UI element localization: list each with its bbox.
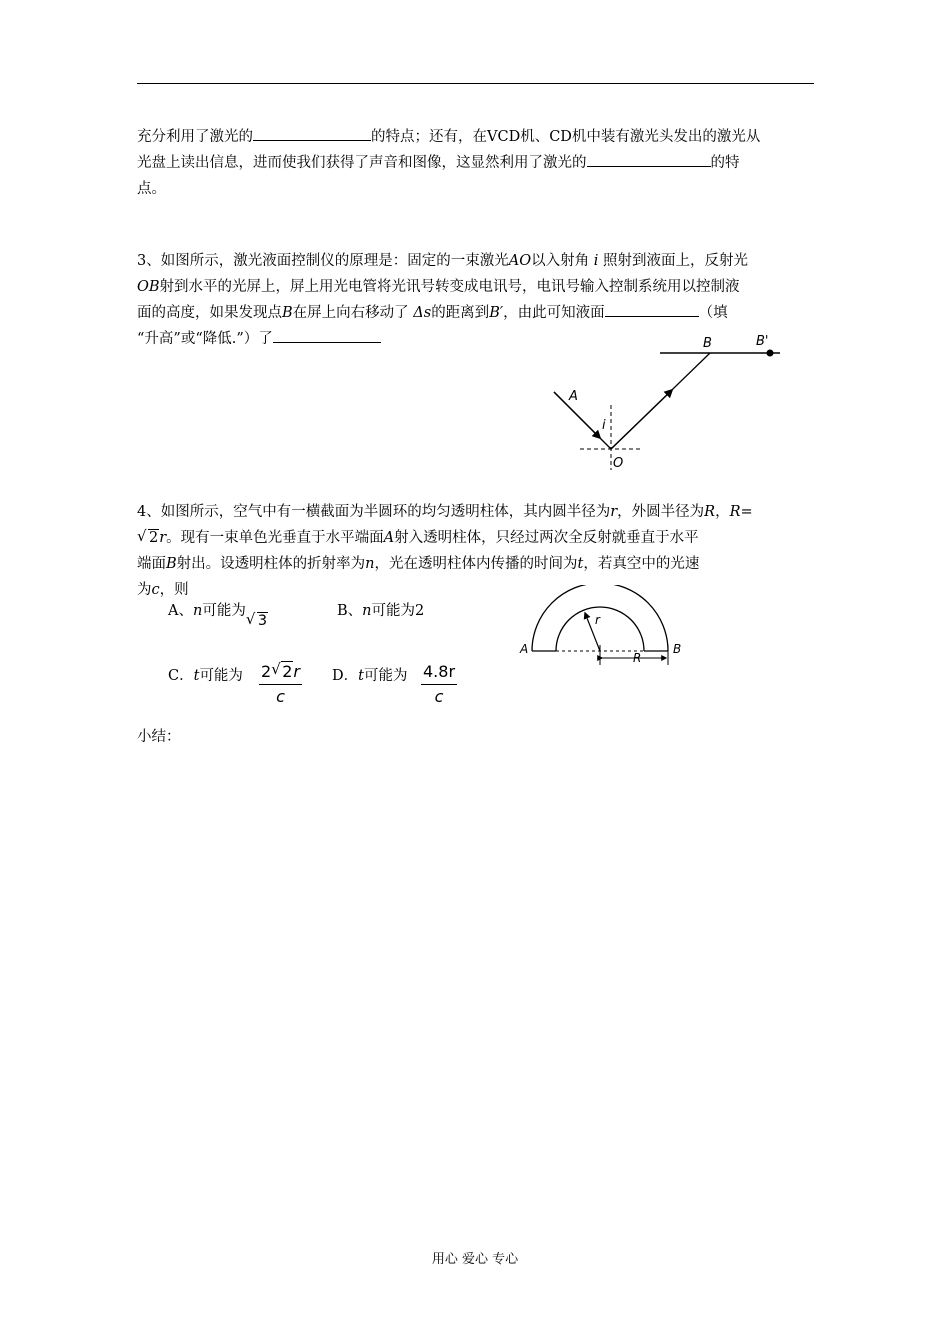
text: 可能为 (199, 668, 243, 684)
text: ，若真空中的光速 (583, 556, 700, 572)
math-b-prime: B′ (489, 305, 504, 321)
half-ring-figure (515, 585, 695, 670)
text: ， (715, 504, 730, 520)
math-n: n (365, 556, 375, 572)
math-t: t (358, 668, 364, 684)
math-n: n (192, 603, 203, 619)
text: 的距离到 (431, 305, 490, 321)
text: B、 (337, 603, 363, 619)
text: 可能为 (202, 603, 246, 619)
text: 充分利用了激光的 (137, 129, 253, 145)
text: 在屏上向右移动了 (292, 305, 409, 321)
text: ，光在透明柱体内传播的时间为 (374, 556, 578, 572)
text: 照射到液面上，反射光 (602, 253, 748, 269)
text: 4、如图所示，空气中有一横截面为半圆环的均匀透明柱体，其内圆半径为 (137, 504, 611, 520)
text: 。现有一束单色光垂直于水平端面 (166, 530, 384, 546)
text: 面的高度，如果发现点 (137, 305, 282, 321)
text: 的特 (710, 155, 740, 171)
text: 射到水平的光屏上，屏上用光电管将光讯号转变成电讯号，电讯号输入控制系统用以控制液 (159, 279, 740, 295)
text: 端面 (137, 556, 166, 572)
option-d-fraction: $\frac{4.8r}{c}$ (423, 662, 456, 706)
laser-reflection-figure (540, 325, 800, 475)
label-o: O (613, 456, 624, 471)
text: 射入透明柱体，只经过两次全反射就垂直于水平 (394, 530, 699, 546)
sqrt-3: √ 3 (245, 610, 268, 629)
option-c-fraction: 2 √ 2r c (261, 660, 300, 706)
math-ob: OB (137, 279, 160, 295)
math-t: t (577, 556, 584, 572)
text: 光盘上读出信息，进而使我们获得了声音和图像，这显然利用了激光的 (137, 155, 587, 171)
math-r: r (610, 504, 618, 520)
option-d[interactable] (332, 665, 407, 687)
reflected-arrow (611, 390, 672, 449)
label-b-prime: B' (756, 334, 769, 349)
math-b: B (166, 556, 177, 572)
option-a[interactable] (168, 600, 268, 629)
text: 以入射角 (531, 253, 590, 269)
text: ，由此可知液面 (503, 305, 605, 321)
label-a: A (569, 389, 578, 404)
option-b[interactable] (337, 600, 424, 622)
page-footer: 用心 爱心 专心 (431, 1252, 519, 1267)
text: 3、如图所示，激光液面控制仪的原理是：固定的一束激光 (137, 253, 509, 269)
text: 可能为 (363, 668, 408, 684)
answer-blank-1[interactable] (253, 124, 371, 141)
math-R: R (704, 504, 716, 520)
math-t: t (193, 668, 200, 684)
math-n: n (362, 603, 372, 619)
text: ，外圆半径为 (617, 504, 705, 520)
inner-arc (556, 607, 644, 651)
text: 射出。设透明柱体的折射率为 (176, 556, 366, 572)
text: “升高”或“降低.”）了 (137, 331, 273, 347)
summary-label: 小结： (137, 729, 181, 745)
q2-continuation (137, 124, 814, 202)
answer-blank-3[interactable] (605, 300, 699, 317)
option-c[interactable] (168, 665, 243, 687)
text: 的特点；还有，在VCD机、CD机中装有激光头发出的激光从 (371, 129, 761, 145)
point-b-prime-dot (767, 350, 774, 357)
math-delta-s: Δs (413, 305, 432, 321)
text: 点。 (137, 181, 166, 197)
label-a: A (520, 642, 529, 656)
math-R-eq: R= (729, 504, 753, 520)
answer-blank-4[interactable] (273, 326, 381, 343)
math-r: r (159, 530, 167, 546)
header-rule (137, 83, 814, 84)
text: C． (168, 668, 194, 684)
label-r: r (595, 613, 600, 627)
text: ，则 (159, 582, 189, 598)
label-i: i (602, 418, 606, 433)
text: 可能为2 (371, 603, 425, 619)
label-b: B (703, 336, 712, 351)
math-i: i (593, 253, 599, 269)
sqrt-2: √ 2 (137, 527, 159, 546)
math-c: c (151, 582, 160, 598)
question-4 (137, 499, 814, 603)
text: D． (332, 668, 359, 684)
math-ao: AO (508, 253, 532, 269)
answer-blank-2[interactable] (587, 150, 711, 167)
label-b: B (673, 642, 682, 656)
outer-arc (532, 585, 668, 651)
math-a: A (383, 530, 395, 546)
text: （填 (698, 305, 728, 321)
text: A、 (168, 603, 193, 619)
label-R: R (633, 651, 642, 665)
math-b: B (282, 305, 293, 321)
text: 为 (137, 582, 152, 598)
